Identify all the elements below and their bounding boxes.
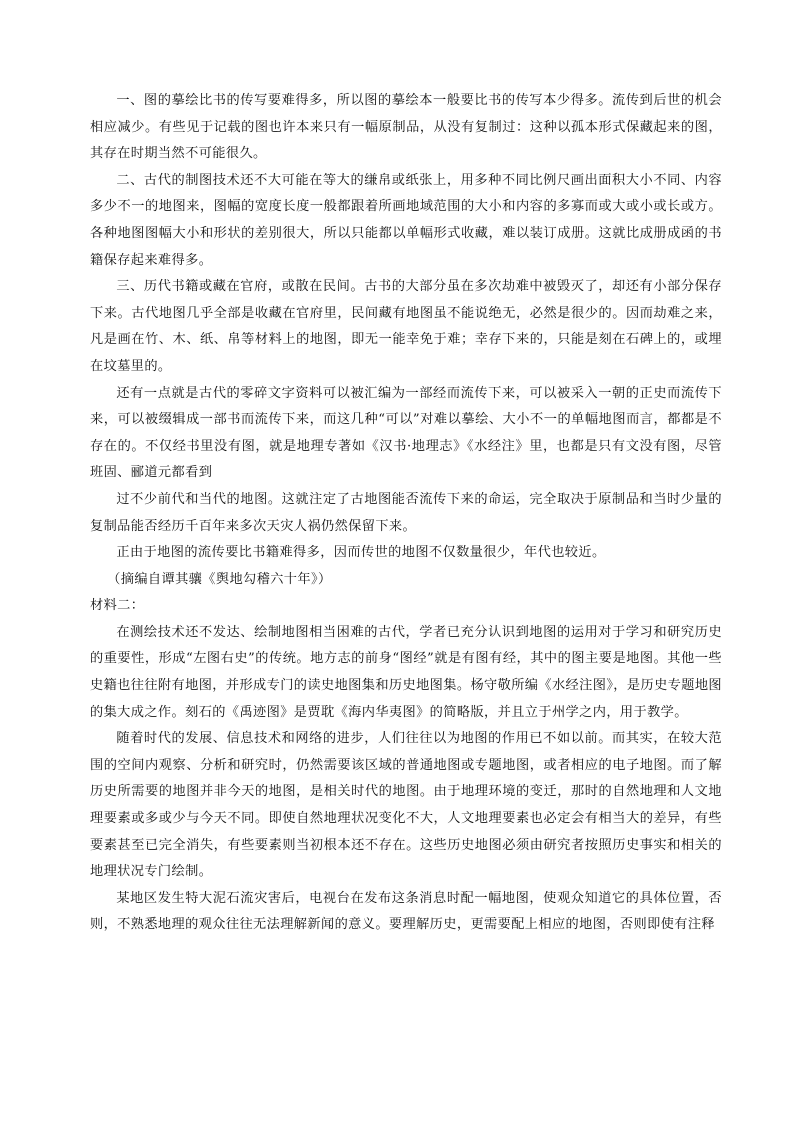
section-heading-material-2: 材料二： bbox=[90, 598, 145, 614]
source-citation: （摘编自谭其骧《舆地勾稽六十年》） bbox=[107, 571, 332, 587]
paragraph-5: 过不少前代和当代的地图。这就注定了古地图能否流传下来的命运，完全取决于原制品和当时少量的复制品能否经历千百年来多次天灾人祸仍然保留下来。 bbox=[90, 491, 722, 534]
paragraph-3: 三、历代书籍或藏在官府，或散在民间。古书的大部分虽在多次劫难中被毁灭了，却还有小部分保存下来。古代地图几乎全部是收藏在官府里，民间藏有地图虽不能说绝无，必然是很少的。因而劫难之来，凡是画在竹、木、纸、帛等材料上的地图，即无一能幸免于难；幸存下来的，只能是刻在石碑上的，或埋在坟墓里的。 bbox=[90, 279, 722, 374]
paragraph-2: 二、古代的制图技术还不大可能在等大的缣帛或纸张上，用多种不同比例尺画出面积大小不同、内容多少不一的地图来，图幅的宽度长度一般都跟着所画地域范围的大小和内容的多寡而或大或小或长或方。各种地图图幅大小和形状的差别很大，所以只能都以单幅形式收藏，难以装订成册。这就比成册成函的书籍保存起来难得多。 bbox=[90, 172, 722, 268]
paragraph-4: 还有一点就是古代的零碎文字资料可以被汇编为一部经而流传下来，可以被采入一朝的正史而流传下来，可以被缀辑成一部书而流传下来，而这几种“可以”对难以摹绘、大小不一的单幅地图而言，都都是不存在的。不仅经书里没有图，就是地理专著如《汉书·地理志》《水经注》里，也都是只有文没有图，尽管班固、郦道元都看到 bbox=[90, 385, 722, 481]
paragraph-1: 一、图的摹绘比书的传写要难得多，所以图的摹绘本一般要比书的传写本少得多。流传到后世的机会相应减少。有些见于记载的图也许本来只有一幅原制品，从没有复制过：这种以孤本形式保藏起来的图，其存在时期当然不可能很久。 bbox=[90, 93, 722, 162]
document-page bbox=[90, 88, 722, 939]
paragraph-7: 在测绘技术还不发达、绘制地图相当困难的古代，学者已充分认识到地图的运用对于学习和研究历史的重要性，形成“左图右史”的传统。地方志的前身“图经”就是有图有经，其中的图主要是地图。其他一些史籍也往往附有地图，并形成专门的读史地图集和历史地图集。杨守敬所编《水经注图》，是历史专题地图的集大成之作。刻石的《禹迹图》是贾耽《海内华夷图》的简略版，并且立于州学之内，用于教学。 bbox=[90, 624, 723, 720]
paragraph-6: 正由于地图的流传要比书籍难得多，因而传世的地图不仅数量很少，年代也较近。 bbox=[116, 545, 606, 561]
paragraph-9: 某地区发生特大泥石流灾害后，电视台在发布这条消息时配一幅地图，使观众知道它的具体位置，否则，不熟悉地理的观众往往无法理解新闻的意义。要理解历史，更需要配上相应的地图，否则即使有注释 bbox=[90, 890, 722, 933]
paragraph-8: 随着时代的发展、信息技术和网络的进步，人们往往以为地图的作用已不如以前。而其实，在较大范围的空间内观察、分析和研究时，仍然需要该区域的普通地图或专题地图，或者相应的电子地图。而了解历史所需要的地图并非今天的地图，是相关时代的地图。由于地理环境的变迁，那时的自然地理和人文地理要素或多或少与今天不同。即使自然地理状况变化不大，人文地理要素也必定会有相当大的差异，有些要素甚至已完全消失，有些要素则当初根本还不存在。这些历史地图必须由研究者按照历史事实和相关的地理状况专门绘制。 bbox=[90, 731, 722, 880]
